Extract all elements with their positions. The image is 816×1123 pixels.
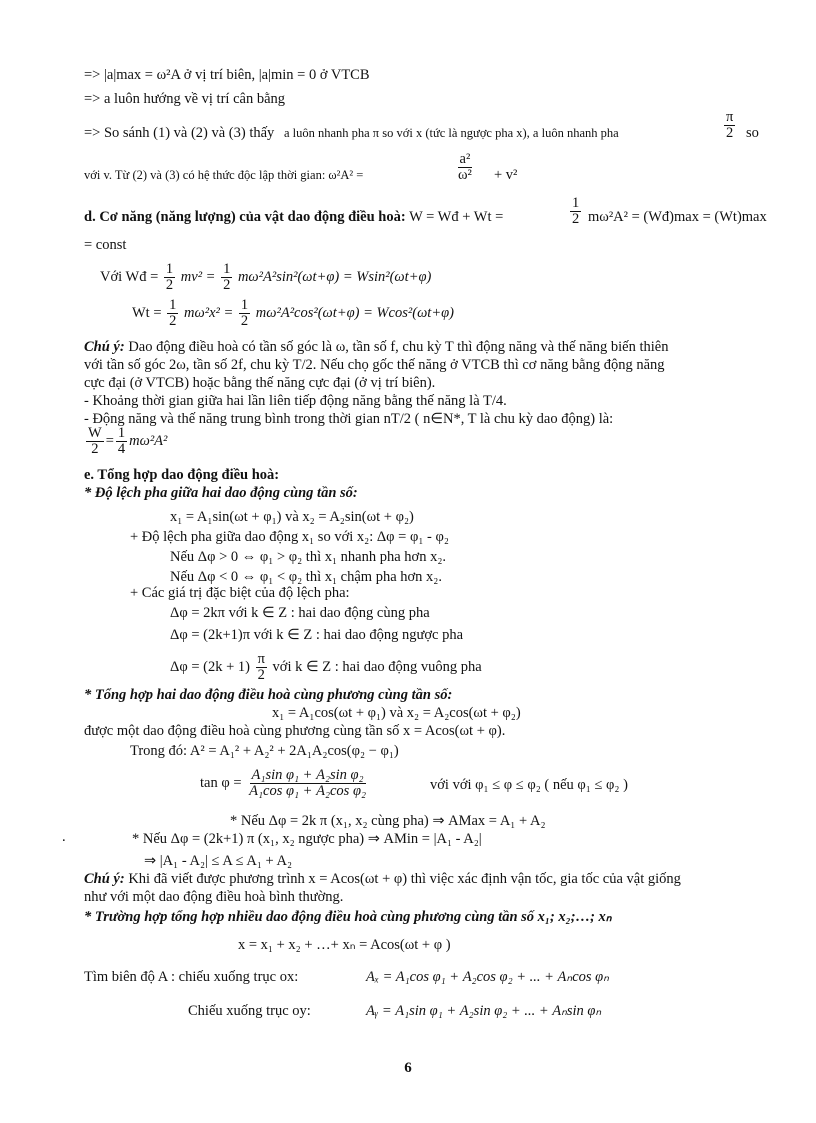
section-d — [84, 208, 503, 226]
note-2-line1 — [84, 870, 681, 888]
wt-frac1-num: 1 — [169, 297, 177, 313]
proj-oy-label: Chiếu xuống trục oy: — [188, 1003, 311, 1019]
independent-tail: + v² — [494, 167, 518, 183]
compare-frac-den: 2 — [726, 125, 734, 141]
avg-frac1-num: W — [88, 425, 102, 441]
wt-frac2-num: 1 — [240, 297, 249, 313]
note-2-line2: như với một dao động điều hoà bình thường. — [84, 889, 344, 905]
phase-def: + Độ lệch pha giữa dao động x₁ so với x₂: Δφ = φ₁ - φ₂ — [130, 529, 449, 545]
note-1-line3: cực đại (ở VTCB) hoặc bằng thế năng cực đại (ở vị trí biên). — [84, 375, 436, 391]
proj-ox-label: Tìm biên độ A : chiếu xuống trục ox: — [84, 969, 299, 985]
sum-two-heading: * Tổng hợp hai dao động điều hoà cùng phương cùng tần số: — [84, 687, 453, 703]
phase-eq: x₁ = A₁sin(ωt + φ₁) và x₂ = A₂sin(ωt + φ₂) — [170, 509, 414, 525]
line-compare — [84, 124, 619, 142]
sum-two-eq: x₁ = A₁cos(ωt + φ₁) và x₂ = A₂cos(ωt + φ₂) — [272, 705, 521, 721]
sum-two-result: được một dao động điều hoà cùng phương cùng tần số x = Acos(ωt + φ). — [84, 723, 506, 739]
tan-frac-num: A₁sin φ₁ + A₂sin φ₂ — [251, 767, 364, 783]
note-1-text: Dao động điều hoà có tần số góc là ω, tần số f, chu kỳ T thì động năng và thế năng biến thiên — [124, 339, 669, 355]
energy-frac-den: 2 — [572, 211, 580, 227]
avg-frac2-den: 4 — [117, 441, 126, 457]
sum-many-heading: * Trường hợp tổng hợp nhiều dao động điều hoà cùng phương cùng tần số x₁; x₂;…; xₙ — [84, 909, 612, 925]
independent-text: với v. Từ (2) và (3) có hệ thức độc lập thời gian: ω²A² = — [84, 168, 364, 182]
wd-tail: mω²A²sin²(ωt+φ) = Wsin²(ωt+φ) — [237, 268, 432, 285]
line-wd — [100, 262, 431, 293]
amplitude-formula: Trong đó: A² = A₁² + A₂² + 2A₁A₂cos(φ₂ − φ₁) — [130, 743, 399, 759]
proj-oy-formula: Aᵧ = A₁sin φ₁ + A₂sin φ₂ + ... + Aₙsin φₙ — [366, 1003, 602, 1019]
wd-mid: mv² = — [180, 268, 216, 285]
note-2-label: Chú ý: — [84, 871, 125, 887]
tan-frac-den: A₁cos φ₁ + A₂cos φ₂ — [249, 783, 367, 799]
note-2-text: Khi đã viết được phương trình x = Acos(ωt + φ) thì việc xác định vận tốc, gia tốc của vật giống — [124, 871, 681, 887]
note-1-line2: với tần số góc 2ω, tần số 2f, chu kỳ T/2. Nếu chọ gốc thế năng ở VTCB thì cơ năng bằng động năng — [84, 357, 665, 373]
phase-lag: Nếu Δφ < 0 ⇔ φ₁ < φ₂ thì x₁ chậm pha hơn x₂. — [170, 569, 442, 585]
wd-frac1-num: 1 — [165, 261, 174, 277]
page-number: 6 — [404, 1060, 412, 1076]
compare-frac-num: π — [726, 109, 734, 125]
avg-tail: mω²A² — [129, 432, 168, 449]
wt-lead: Wt = — [132, 304, 162, 321]
wt-mid: mω²x² = — [184, 304, 234, 321]
line-direction: => a luôn hướng về vị trí cân bằng — [84, 91, 286, 107]
wd-frac2-den: 2 — [223, 277, 231, 293]
energy-frac-num: 1 — [572, 195, 580, 211]
wt-frac1-den: 2 — [169, 313, 177, 329]
quadrature — [170, 652, 482, 683]
line-wt — [132, 298, 454, 329]
tan-lead: tan φ = — [200, 774, 242, 791]
sum-many-eq: x = x₁ + x₂ + …+ xₙ = Acos(ωt + φ ) — [238, 937, 451, 953]
line-const: = const — [84, 237, 127, 253]
quadrature-tail: với k ∈ Z : hai dao động vuông pha — [272, 658, 482, 675]
independent-fraction — [454, 152, 476, 183]
anti-phase: Δφ = (2k+1)π với k ∈ Z : hai dao động ngược pha — [170, 627, 464, 643]
quadrature-lead: Δφ = (2k + 1) — [170, 658, 250, 675]
special-values: + Các giá trị đặc biệt của độ lệch pha: — [130, 585, 350, 601]
amplitude-range: ⇒ |A₁ - A₂| ≤ A ≤ A₁ + A₂ — [144, 853, 293, 869]
phase-lead: Nếu Δφ > 0 ⇔ φ₁ > φ₂ thì x₁ nhanh pha hơn x₂. — [170, 549, 447, 565]
wd-frac1-den: 2 — [165, 277, 174, 293]
compare-lead: => So sánh (1) và (2) và (3) thấy — [84, 125, 275, 141]
tan-formula — [200, 768, 370, 799]
compare-so: so — [746, 125, 759, 141]
section-e-title: e. Tổng hợp dao động điều hoà: — [84, 467, 280, 483]
wd-frac2-num: 1 — [223, 261, 231, 277]
proj-ox-formula: Aₓ = A₁cos φ₁ + A₂cos φ₂ + ... + Aₙcos φₙ — [366, 969, 609, 985]
amin-case: * Nếu Δφ = (2k+1) π (x₁, x₂ ngược pha) ⇒ AMin = |A₁ - A₂| — [132, 831, 482, 847]
note-1-line1 — [84, 338, 669, 356]
quad-frac-num: π — [257, 651, 265, 667]
quad-frac-den: 2 — [257, 667, 265, 683]
note-interval: - Khoảng thời gian giữa hai lần liên tiếp động năng bằng thế năng là T/4. — [84, 393, 507, 409]
amax-case: * Nếu Δφ = 2k π (x₁, x₂ cùng pha) ⇒ AMax = A₁ + A₂ — [230, 813, 546, 829]
wd-lead: Với Wđ = — [100, 268, 159, 285]
wt-tail: mω²A²cos²(ωt+φ) = Wcos²(ωt+φ) — [255, 304, 454, 321]
section-d-title: d. Cơ năng (năng lượng) của vật dao động điều hoà: — [84, 209, 406, 225]
note-1-label: Chú ý: — [84, 339, 125, 355]
avg-frac2-num: 1 — [117, 425, 126, 441]
wt-frac2-den: 2 — [240, 313, 249, 329]
stray-dot: . — [62, 829, 66, 845]
average-formula: $\frac{W}{2}$ = $\frac{1}{4}$ mω²A² — [88, 425, 168, 457]
tan-condition: với với φ₁ ≤ φ ≤ φ₂ ( nếu φ₁ ≤ φ₂ ) — [430, 777, 628, 793]
compare-fraction — [722, 110, 737, 141]
energy-fraction — [568, 196, 583, 227]
line-independent — [84, 166, 363, 184]
line-amax: => |a|max = ω²A ở vị trí biên, |a|min = 0 ở VTCB — [84, 67, 370, 83]
compare-text: a luôn nhanh pha π so với x (tức là ngược pha x), a luôn nhanh pha — [283, 126, 619, 140]
phase-diff-heading: * Độ lệch pha giữa hai dao động cùng tần số: — [84, 485, 358, 501]
energy-eq-lead: W = Wđ + Wt = — [409, 209, 504, 225]
energy-eq-tail: mω²A² = (Wđ)max = (Wt)max — [588, 209, 767, 225]
indep-frac-den: ω² — [458, 167, 472, 183]
indep-frac-num: a² — [459, 151, 471, 167]
in-phase: Δφ = 2kπ với k ∈ Z : hai dao động cùng pha — [170, 605, 430, 621]
avg-frac1-den: 2 — [91, 441, 99, 457]
note-average: - Động năng và thế năng trung bình trong thời gian nT/2 ( n∈N*, T là chu kỳ dao động) là: — [84, 411, 614, 427]
